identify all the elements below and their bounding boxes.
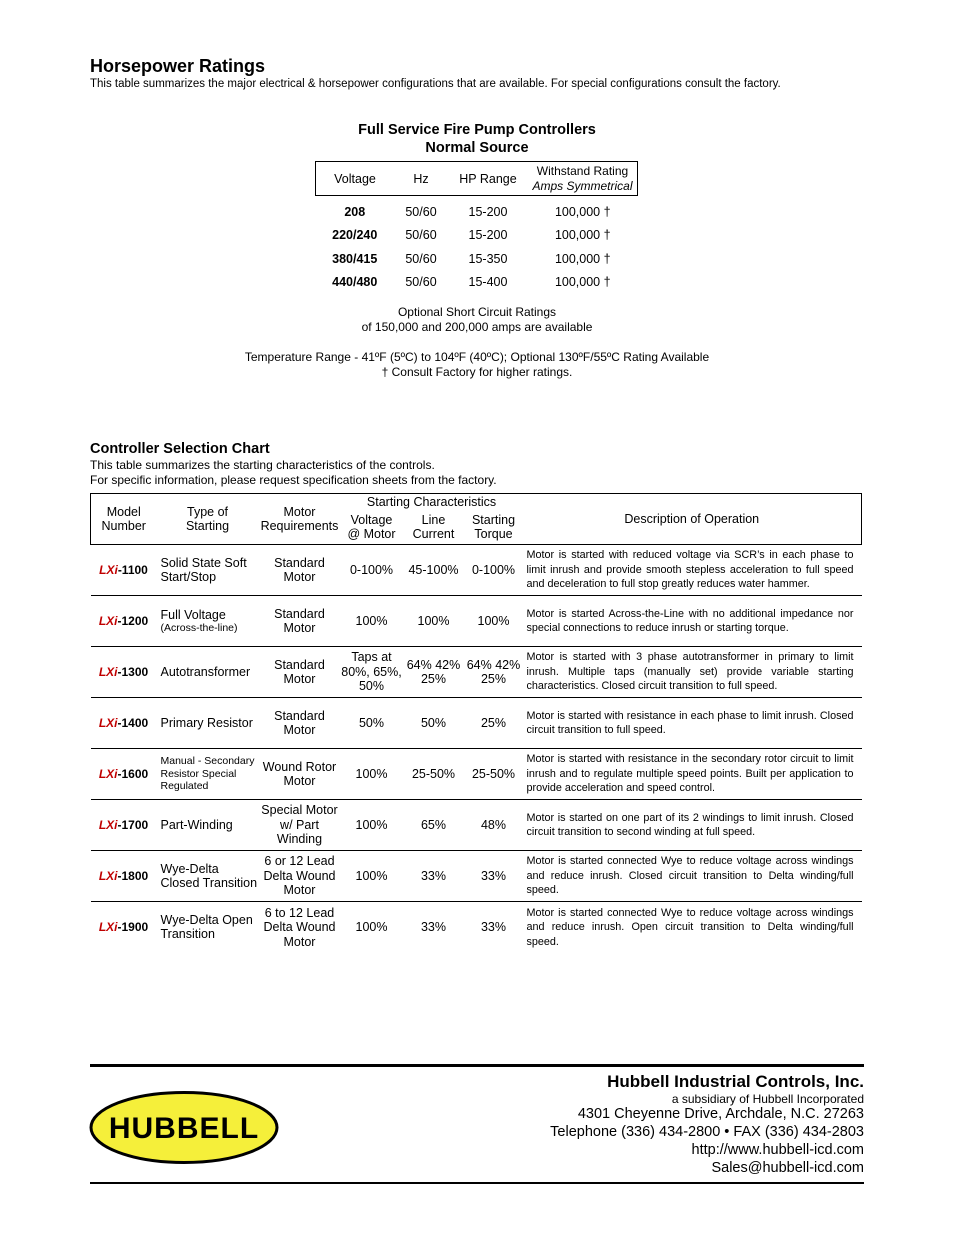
description-cell: Motor is started connected Wye to reduce voltage across windings and reduce inrush. Open circuit transition to Delta winding/full speed.	[526, 906, 854, 948]
voltage-cell: 100%	[355, 920, 388, 934]
hp-rating-cell: 100,000 †	[554, 204, 611, 219]
hp-header-row	[316, 162, 638, 196]
hubbell-logo-text: HUBBELL	[108, 1112, 260, 1145]
header-motor-line1: Motor	[283, 505, 316, 519]
starting-type-cell	[157, 902, 259, 953]
horsepower-title: Horsepower Ratings	[90, 56, 266, 76]
line-current-cell: 50%	[403, 698, 465, 749]
motor-requirements-cell: Standard Motor	[259, 647, 341, 698]
model-number-cell	[91, 749, 157, 800]
temperature-note-line1: Temperature Range - 41ºF (5ºC) to 104ºF (40ºC); Optional 130ºF/55ºC Rating Available	[244, 350, 710, 364]
torque-cell: 33%	[465, 851, 523, 902]
line-current-cell: 100%	[403, 596, 465, 647]
model-suffix: -1900	[117, 920, 149, 934]
voltage-cell: 50%	[341, 698, 403, 749]
selection-row	[91, 698, 862, 749]
header-torque-line2: Torque	[474, 527, 513, 541]
model-prefix: LXi	[98, 664, 118, 679]
hp-hz-cell: 50/60	[405, 228, 437, 243]
torque-cell: 48%	[465, 800, 523, 851]
line-current-cell: 65%	[403, 800, 465, 851]
motor-requirements-cell: Standard Motor	[259, 545, 341, 596]
header-model-line2: Number	[101, 519, 146, 533]
motor-requirements-cell: 6 or 12 Lead Delta Wound Motor	[259, 851, 341, 902]
short-circuit-note-line2: of 150,000 and 200,000 amps are available	[361, 320, 593, 334]
motor-requirements-cell: 6 to 12 Lead Delta Wound Motor	[263, 905, 336, 949]
header-line-current	[403, 510, 465, 545]
starting-type-text: Wye-Delta Open Transition	[160, 912, 253, 942]
header-motor-line2: Requirements	[260, 519, 339, 533]
model-prefix: LXi	[98, 613, 118, 628]
company-name: Hubbell Industrial Controls, Inc.	[607, 1072, 864, 1091]
hp-header-withstand-sub: Amps Symmetrical	[532, 178, 633, 193]
voltage-cell: 100%	[341, 596, 403, 647]
hp-header-hz: Hz	[394, 162, 448, 196]
company-subsidiary: a subsidiary of Hubbell Incorporated	[671, 1092, 864, 1106]
header-line-current-line1: Line	[421, 513, 446, 527]
hp-table-title	[0, 121, 954, 157]
horsepower-description: This table summarizes the major electrical & horsepower configurations that are available. For special configurations consult the factory.	[90, 78, 781, 90]
model-prefix: LXi	[98, 817, 118, 832]
starting-type-cell	[157, 800, 259, 851]
starting-type-note: Manual - Secondary Resistor Special Regulated	[160, 755, 255, 793]
model-number-cell	[91, 902, 157, 953]
starting-type-cell	[157, 851, 259, 902]
line-current-cell: 33%	[420, 920, 447, 934]
hp-hz-cell: 50/60	[405, 251, 437, 266]
footer-bottom-rule	[90, 1182, 864, 1184]
hp-header-hp-range: HP Range	[448, 162, 528, 196]
description-cell: Motor is started Across-the-Line with no additional impedance nor special connections to reduce inrush or starting torque.	[523, 596, 862, 647]
hp-range-cell: 15-200	[468, 204, 508, 219]
model-prefix: LXi	[99, 562, 118, 577]
header-type-line2: Starting	[185, 519, 230, 533]
selection-row	[91, 545, 862, 596]
header-starting-characteristics: Starting Characteristics	[341, 494, 523, 511]
selection-row	[91, 596, 862, 647]
torque-cell: 0-100%	[465, 545, 523, 596]
starting-type-text: Solid State Soft Start/Stop	[160, 555, 247, 584]
short-circuit-note	[0, 305, 954, 335]
starting-type-text: Part-Winding	[160, 817, 233, 832]
header-torque	[465, 510, 523, 545]
hp-table-title-line2: Normal Source	[425, 140, 529, 156]
line-current-cell: 25-50%	[403, 749, 465, 800]
model-number-cell	[91, 647, 157, 698]
motor-requirements-cell: Standard Motor	[259, 698, 341, 749]
header-description: Description of Operation	[523, 494, 862, 545]
selection-row	[91, 902, 862, 953]
model-suffix: -1700	[117, 817, 149, 832]
hp-hz-cell: 50/60	[405, 204, 437, 219]
description-cell: Motor is started with reduced voltage via SCR’s in each phase to limit inrush and provide smooth stepless acceleration to full speed and deceleration to full stop greatly reduces water hammer.	[523, 545, 862, 596]
selection-row	[91, 851, 862, 902]
torque-cell: 33%	[480, 920, 507, 934]
header-voltage	[341, 510, 403, 545]
header-torque-line1: Starting	[471, 513, 516, 527]
torque-cell: 100%	[465, 596, 523, 647]
hubbell-logo	[88, 1090, 280, 1165]
model-number-cell	[91, 596, 157, 647]
header-voltage-line2: @ Motor	[347, 527, 396, 541]
starting-type-text: Wye-Delta Closed Transition	[160, 861, 258, 890]
hp-row	[316, 224, 638, 248]
company-phone: Telephone (336) 434-2800 • FAX (336) 434-2803	[550, 1124, 864, 1140]
short-circuit-note-line1: Optional Short Circuit Ratings	[397, 305, 557, 319]
header-voltage-line1: Voltage	[350, 513, 393, 527]
selection-description-line2: For specific information, please request specification sheets from the factory.	[90, 473, 497, 487]
header-type	[157, 494, 259, 545]
voltage-cell: 100%	[341, 749, 403, 800]
voltage-cell: 0-100%	[341, 545, 403, 596]
starting-type-text: Full Voltage	[160, 607, 226, 622]
selection-description	[90, 458, 497, 488]
model-prefix: LXi	[98, 868, 118, 883]
model-number-cell	[91, 851, 157, 902]
selection-header-row	[91, 494, 862, 511]
starting-type-cell	[157, 545, 259, 596]
company-email-link[interactable]: Sales@hubbell-icd.com	[711, 1160, 864, 1176]
hp-rating-cell: 100,000 †	[554, 251, 611, 266]
torque-cell: 25%	[465, 698, 523, 749]
hp-table-title-line1: Full Service Fire Pump Controllers	[358, 122, 596, 138]
model-suffix: -1400	[117, 715, 149, 730]
motor-requirements-cell: Standard Motor	[259, 596, 341, 647]
voltage-cell: Taps at 80%, 65%, 50%	[341, 647, 403, 698]
hp-row	[316, 196, 638, 224]
description-cell: Motor is started with resistance in each phase to limit inrush. Closed circuit transition to full speed.	[523, 698, 862, 749]
description-cell: Motor is started with 3 phase autotransformer in primary to limit inrush. Multiple taps (manually set) provide variable starting characteristics. Closed circuit transition to full speed.	[523, 647, 862, 698]
model-number-cell	[91, 698, 157, 749]
header-model	[91, 494, 157, 545]
selection-row	[91, 749, 862, 800]
selection-description-line1: This table summarizes the starting characteristics of the controls.	[90, 458, 435, 472]
starting-type-text: Autotransformer	[160, 664, 251, 679]
hp-header-withstand	[528, 162, 638, 196]
hp-voltage-cell: 440/480	[332, 275, 378, 290]
starting-type-cell	[157, 698, 259, 749]
header-line-current-line2: Current	[412, 527, 455, 541]
model-prefix: LXi	[98, 766, 118, 781]
hp-range-cell: 15-350	[468, 251, 508, 266]
hp-hz-cell: 50/60	[405, 275, 437, 290]
hp-voltage-cell: 380/415	[332, 251, 378, 266]
model-prefix: LXi	[98, 920, 118, 934]
description-cell: Motor is started connected Wye to reduce voltage across windings and reduce inrush. Closed circuit transition to Delta winding/full speed.	[523, 851, 862, 902]
line-current-cell: 64% 42% 25%	[403, 647, 465, 698]
footer-top-rule	[90, 1064, 864, 1067]
model-suffix: -1100	[117, 562, 148, 577]
hp-row	[316, 247, 638, 271]
voltage-cell: 100%	[341, 800, 403, 851]
torque-cell: 64% 42% 25%	[465, 647, 523, 698]
temperature-note	[0, 350, 954, 380]
line-current-cell: 45-100%	[403, 545, 465, 596]
selection-row	[91, 800, 862, 851]
model-suffix: -1800	[117, 868, 149, 883]
hp-header-withstand-label: Withstand Rating	[536, 163, 629, 178]
header-motor	[259, 494, 341, 545]
model-suffix: -1600	[117, 766, 149, 781]
model-number-cell	[91, 545, 157, 596]
starting-type-cell	[157, 596, 259, 647]
model-suffix: -1300	[117, 664, 149, 679]
horsepower-table	[315, 161, 638, 294]
model-prefix: LXi	[98, 715, 118, 730]
header-type-line1: Type of	[187, 505, 228, 519]
temperature-note-line2: † Consult Factory for higher ratings.	[381, 365, 573, 379]
motor-requirements-cell: Special Motor w/ Part Winding	[259, 800, 341, 851]
starting-type-note: (Across-the-line)	[160, 622, 238, 634]
hp-range-cell: 15-200	[468, 228, 508, 243]
hp-range-cell: 15-400	[468, 275, 508, 290]
company-url-link[interactable]: http://www.hubbell-icd.com	[691, 1142, 864, 1158]
header-model-line1: Model	[106, 505, 141, 519]
starting-type-text: Primary Resistor	[160, 715, 253, 730]
torque-cell: 25-50%	[465, 749, 523, 800]
voltage-cell: 100%	[341, 851, 403, 902]
line-current-cell: 33%	[403, 851, 465, 902]
hp-voltage-cell: 208	[344, 204, 366, 219]
description-cell: Motor is started with resistance in the secondary rotor circuit to limit inrush and to regulate multiple speed points. Built per application to provide acceleration and speed control.	[523, 749, 862, 800]
hp-voltage-cell: 220/240	[332, 228, 378, 243]
starting-type-cell	[157, 749, 259, 800]
hp-rating-cell: 100,000 †	[554, 228, 611, 243]
selection-title: Controller Selection Chart	[90, 441, 270, 457]
hp-header-voltage: Voltage	[316, 162, 395, 196]
motor-requirements-cell: Wound Rotor Motor	[259, 749, 341, 800]
company-address: 4301 Cheyenne Drive, Archdale, N.C. 27263	[577, 1106, 864, 1122]
selection-row	[91, 647, 862, 698]
controller-selection-table	[90, 493, 862, 953]
model-number-cell	[91, 800, 157, 851]
hp-row	[316, 271, 638, 295]
starting-type-cell	[157, 647, 259, 698]
model-suffix: -1200	[117, 613, 149, 628]
description-cell: Motor is started on one part of its 2 windings to limit inrush. Closed circuit transition to second winding at full speed.	[523, 800, 862, 851]
hp-rating-cell: 100,000 †	[554, 275, 611, 290]
